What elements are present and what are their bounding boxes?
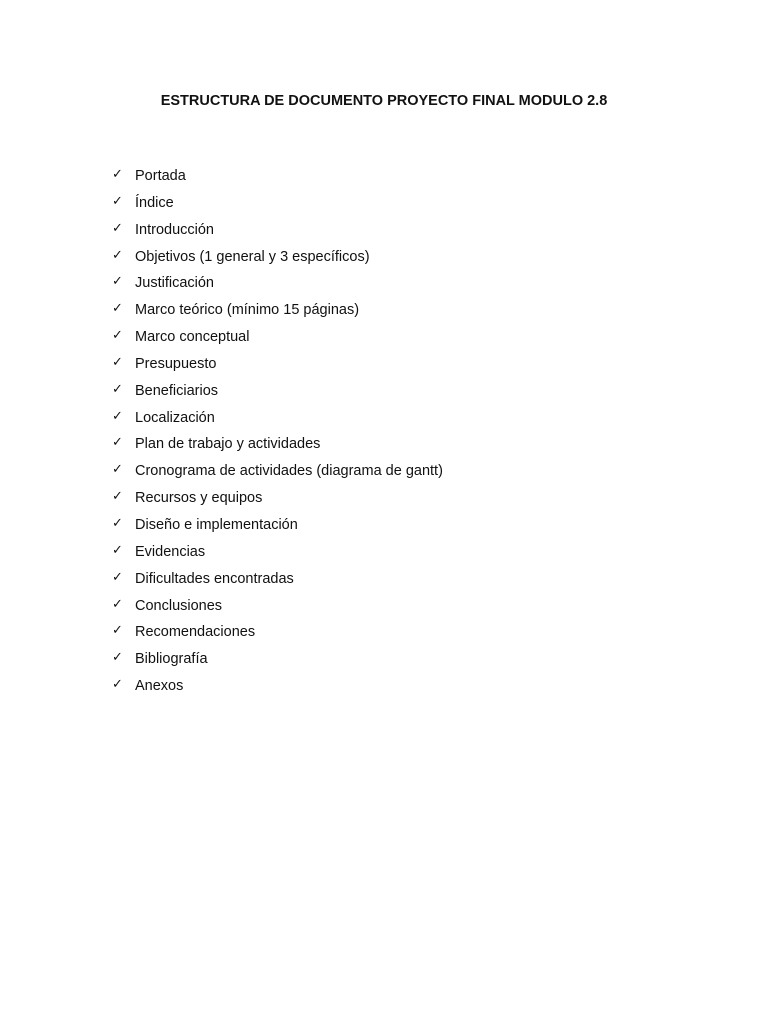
checkmark-icon: ✓ bbox=[112, 435, 123, 451]
list-item bbox=[112, 193, 443, 220]
list-item bbox=[112, 488, 443, 515]
list-item-label: Objetivos (1 general y 3 específicos) bbox=[135, 248, 370, 265]
checkmark-icon: ✓ bbox=[112, 677, 123, 693]
list-item bbox=[112, 676, 443, 703]
checkmark-icon: ✓ bbox=[112, 515, 123, 531]
list-item bbox=[112, 327, 443, 354]
list-item-label: Beneficiarios bbox=[135, 382, 219, 399]
list-item-label: Bibliografía bbox=[135, 651, 208, 668]
list-item-label: Introducción bbox=[135, 221, 214, 238]
list-item-label: Presupuesto bbox=[135, 355, 217, 372]
checkmark-icon: ✓ bbox=[112, 328, 123, 344]
list-item bbox=[112, 569, 443, 596]
checkmark-icon: ✓ bbox=[112, 650, 123, 666]
checkmark-icon: ✓ bbox=[112, 354, 123, 370]
list-item-label: Justificación bbox=[135, 275, 214, 292]
checklist bbox=[112, 166, 443, 703]
list-item bbox=[112, 408, 443, 435]
checkmark-icon: ✓ bbox=[112, 542, 123, 558]
checkmark-icon: ✓ bbox=[112, 408, 123, 424]
list-item-label: Dificultades encontradas bbox=[135, 570, 294, 587]
checkmark-icon: ✓ bbox=[112, 220, 123, 236]
page-title: ESTRUCTURA DE DOCUMENTO PROYECTO FINAL MODULO 2.8 bbox=[160, 93, 608, 109]
list-item bbox=[112, 273, 443, 300]
list-item bbox=[112, 166, 443, 193]
checkmark-icon: ✓ bbox=[112, 381, 123, 397]
list-item-label: Cronograma de actividades (diagrama de gantt) bbox=[135, 463, 443, 480]
checkmark-icon: ✓ bbox=[112, 596, 123, 612]
list-item-label: Índice bbox=[135, 194, 174, 211]
list-item bbox=[112, 247, 443, 274]
list-item-label: Marco teórico (mínimo 15 páginas) bbox=[135, 302, 360, 319]
list-item bbox=[112, 515, 443, 542]
checkmark-icon: ✓ bbox=[112, 462, 123, 478]
list-item-label: Diseño e implementación bbox=[135, 516, 298, 533]
list-item bbox=[112, 649, 443, 676]
list-item-label: Marco conceptual bbox=[135, 329, 250, 346]
list-item-label: Conclusiones bbox=[135, 597, 223, 614]
list-item-label: Recomendaciones bbox=[135, 624, 256, 641]
list-item bbox=[112, 220, 443, 247]
list-item bbox=[112, 622, 443, 649]
list-item-label: Recursos y equipos bbox=[135, 490, 263, 507]
list-item bbox=[112, 354, 443, 381]
list-item bbox=[112, 461, 443, 488]
checkmark-icon: ✓ bbox=[112, 301, 123, 317]
list-item-label: Anexos bbox=[135, 678, 184, 695]
list-item bbox=[112, 381, 443, 408]
list-item-label: Evidencias bbox=[135, 543, 206, 560]
checkmark-icon: ✓ bbox=[112, 247, 123, 263]
list-item-label: Plan de trabajo y actividades bbox=[135, 436, 321, 453]
list-item bbox=[112, 542, 443, 569]
checkmark-icon: ✓ bbox=[112, 569, 123, 585]
list-item-label: Portada bbox=[135, 168, 186, 184]
checkmark-icon: ✓ bbox=[112, 167, 123, 182]
checkmark-icon: ✓ bbox=[112, 623, 123, 639]
checkmark-icon: ✓ bbox=[112, 274, 123, 290]
list-item bbox=[112, 434, 443, 461]
list-item bbox=[112, 596, 443, 623]
checkmark-icon: ✓ bbox=[112, 489, 123, 505]
list-item bbox=[112, 300, 443, 327]
list-item-label: Localización bbox=[135, 409, 215, 426]
checkmark-icon: ✓ bbox=[112, 193, 123, 209]
